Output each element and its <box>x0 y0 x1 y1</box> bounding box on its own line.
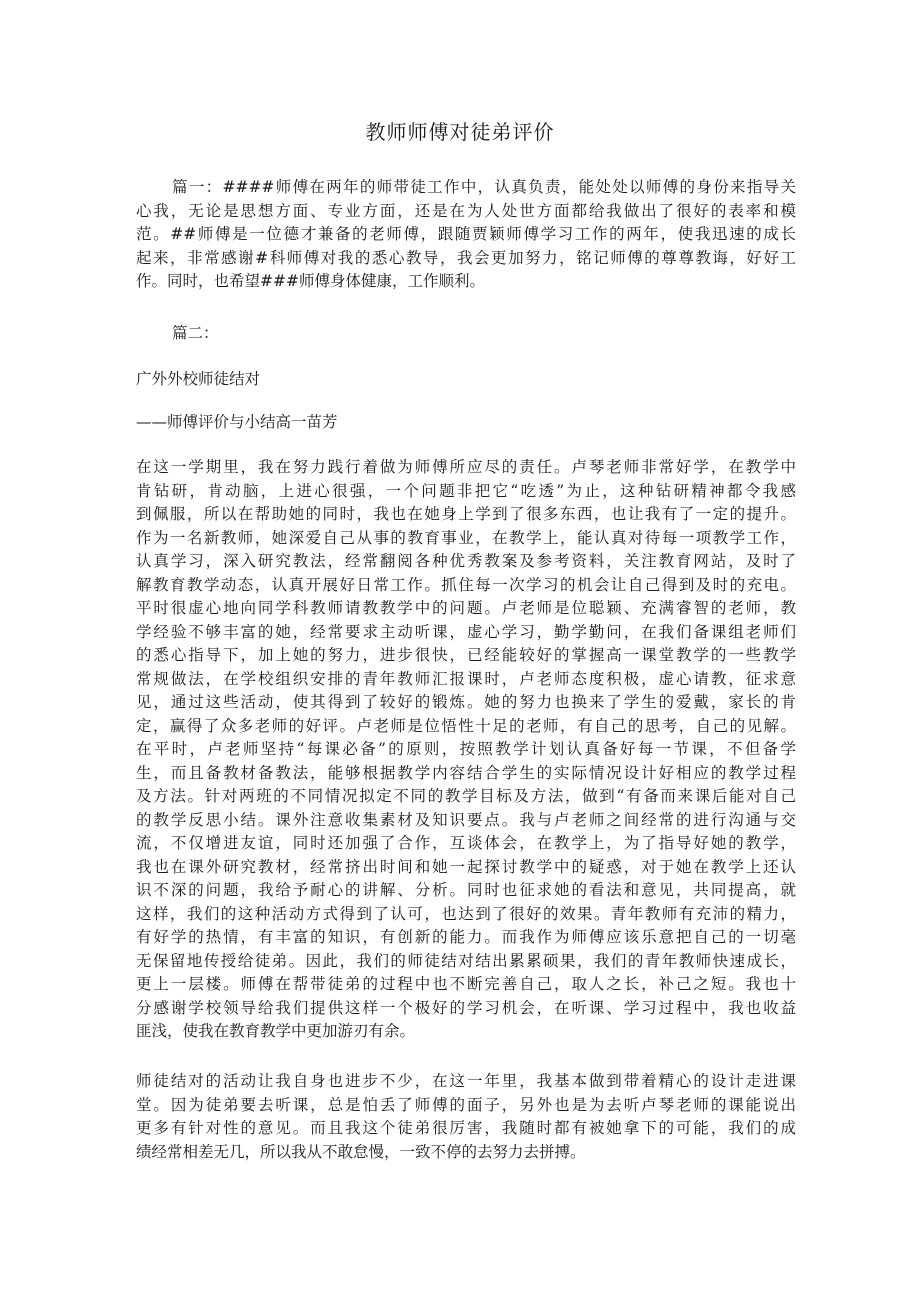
school-line: 广外外校师徒结对 <box>136 370 261 388</box>
paragraph-line: 识不深的问题，我给予耐心的讲解、分析。同时也征求她的看法和意见，共同提高，就 <box>136 881 796 899</box>
paragraph-line: 学经验不够丰富的她，经常要求主动听课，虚心学习，勤学勤问，在我们备课组老师们 <box>136 622 796 641</box>
paragraph-line: 更多有针对性的意见。而且我这个徒弟很厉害，我随时都有被她拿下的可能，我们的成 <box>136 1119 796 1137</box>
paragraph-line: 师徒结对的活动让我自身也进步不少，在这一年里，我基本做到带着精心的设计走进课 <box>136 1072 796 1090</box>
paragraph-line: 这样，我们的这种活动方式得到了认可，也达到了很好的效果。青年教师有充沛的精力， <box>136 904 796 923</box>
section-2-label: 篇二： <box>172 324 219 342</box>
paragraph-line: 在这一学期里，我在努力践行着做为师傅所应尽的责任。卢琴老师非常好学，在教学中 <box>136 458 796 476</box>
paragraph-line: 作为一名新教师，她深爱自己从事的教育事业，在教学上，能认真对待每一项教学工作， <box>136 528 796 547</box>
paragraph-line: 的悉心指导下，加上她的努力，进步很快，已经能较好的掌握高一课堂教学的一些教学 <box>136 646 796 664</box>
body-paragraph-2 <box>136 1070 796 1164</box>
paragraph-line: 解教育教学动态，认真开展好日常工作。抓住每一次学习的机会让自己得到及时的充电。 <box>136 575 796 594</box>
paragraph-line: 堂。因为徒弟要去听课，总是怕丢了师傅的面子，另外也是为去听卢琴老师的课能说出 <box>136 1095 796 1114</box>
paragraph-line: 更上一层楼。师傅在帮带徒弟的过程中也不断完善自己，取人之长，补己之短。我也十 <box>136 975 796 993</box>
paragraph-line: 绩经常相差无几，所以我从不敢怠慢，一致不停的去努力去拼搏。 <box>136 1142 586 1161</box>
paragraph-line: 在平时，卢老师坚持“每课必备”的原则，按照教学计划认真备好每一节课，不但备学 <box>136 740 796 758</box>
paragraph-line: 定，赢得了众多老师的好评。卢老师是位悟性十足的老师，有自己的思考，自己的见解。 <box>136 716 796 735</box>
paragraph-line: 流，不仅增进友谊，同时还加强了合作，互谈体会，在教学上，为了指导好她的教学， <box>136 834 796 852</box>
paragraph-line: 篇一：####师傅在两年的师带徒工作中，认真负责，能处处以师傅的身份来指导关 <box>172 178 796 196</box>
paragraph-line: 认真学习，深入研究教法，经常翻阅各种优秀教案及参考资料，关注教育网站，及时了 <box>136 552 796 570</box>
paragraph-line: 到佩服，所以在帮助她的同时，我也在她身上学到了很多东西，也让我有了一定的提升。 <box>136 505 796 523</box>
paragraph-line: 范。##师傅是一位德才兼备的老师傅，跟随贾颖师傅学习工作的两年，使我迅速的成长 <box>136 225 796 243</box>
document-title: 教师师傅对徒弟评价 <box>365 120 555 144</box>
paragraph-line: 分感谢学校领导给我们提供这样一个极好的学习机会，在听课、学习过程中，我也收益 <box>136 998 796 1017</box>
paragraph-line: 起来，非常感谢#科师傅对我的悉心教导，我会更加努力，铭记师傅的尊尊教诲，好好工 <box>136 248 796 267</box>
paragraph-line: 见，通过这些活动，使其得到了较好的锻炼。她的努力也换来了学生的爱戴，家长的肯 <box>136 693 796 711</box>
subtitle-line: ——师傅评价与小结高一苗芳 <box>136 413 338 431</box>
body-paragraph-1 <box>136 456 796 1044</box>
paragraph-line: 肯钻研，肯动脑，上进心很强，一个问题非把它“吃透”为止，这种钻研精神都令我感 <box>136 481 796 500</box>
section-1-paragraph <box>136 176 796 294</box>
paragraph-line: 无保留地传授给徒弟。因此，我们的师徒结对结出累累硕果，我们的青年教师快速成长， <box>136 951 796 970</box>
paragraph-line: 作。同时，也希望###师傅身体健康，工作顺利。 <box>136 272 485 290</box>
paragraph-line: 及方法。针对两班的不同情况拟定不同的教学目标及方法，做到“有备而来课后能对自己 <box>136 787 796 805</box>
paragraph-line: 有好学的热情，有丰富的知识，有创新的能力。而我作为师傅应该乐意把自己的一切毫 <box>136 928 796 946</box>
paragraph-line: 平时很虚心地向同学科教师请教教学中的问题。卢老师是位聪颖、充满睿智的老师，教 <box>136 599 796 617</box>
paragraph-line: 心我，无论是思想方面、专业方面，还是在为人处世方面都给我做出了很好的表率和模 <box>136 201 796 220</box>
paragraph-line: 匪浅，使我在教育教学中更加游刃有余。 <box>136 1022 416 1040</box>
paragraph-line: 我也在课外研究教材，经常挤出时间和她一起探讨教学中的疑惑，对于她在教学上还认 <box>136 857 796 876</box>
paragraph-line: 常规做法，在学校组织安排的青年教师汇报课时，卢老师态度积极，虚心请教，征求意 <box>136 669 796 688</box>
paragraph-line: 的教学反思小结。课外注意收集素材及知识要点。我与卢老师之间经常的进行沟通与交 <box>136 810 796 829</box>
paragraph-line: 生，而且备教材备教法，能够根据教学内容结合学生的实际情况设计好相应的教学过程 <box>136 763 796 782</box>
